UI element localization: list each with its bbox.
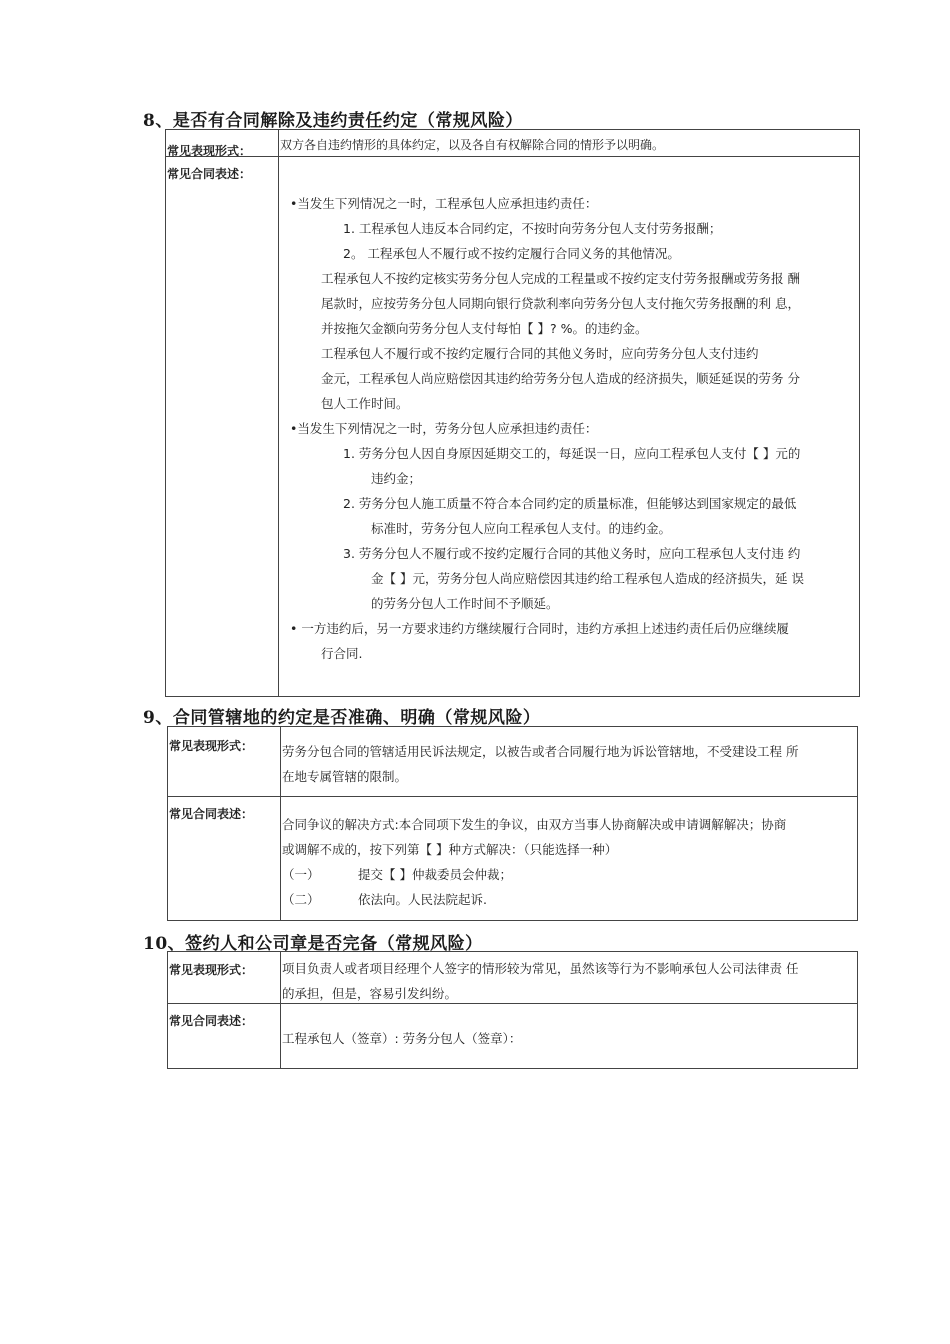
- clause-line: 3. 劳务分包人不履行或不按约定履行合同的其他义务时，应向工程承包人支付违 约: [343, 546, 801, 561]
- row-divider: [168, 1003, 857, 1004]
- form-line: 项目负责人或者项目经理个人签字的情形较为常见，虽然该等行为不影响承包人公司法律责 任: [282, 961, 799, 976]
- column-divider: [280, 727, 281, 920]
- clause-line: 的劳务分包人工作时间不予顺延。: [371, 596, 559, 611]
- section-9-table: [167, 726, 858, 921]
- form-label: 常见表现形式：: [169, 739, 254, 753]
- clause-label: 常见合同表述：: [167, 167, 252, 181]
- clause-line: 合同争议的解决方式:本合同项下发生的争议，由双方当事人协商解决或申请调解解决；协商: [282, 817, 787, 832]
- clause-line: 1. 工程承包人违反本合同约定，不按时向劳务分包人支付劳务报酬；: [343, 221, 722, 236]
- clause-line: 行合同.: [321, 646, 363, 661]
- form-label: 常见表现形式：: [169, 963, 254, 977]
- option-text: 依法向。人民法院起诉.: [358, 892, 487, 907]
- clause-line: 2。 工程承包人不履行或不按约定履行合同义务的其他情况。: [343, 246, 680, 261]
- clause-label: 常见合同表述：: [169, 807, 254, 821]
- row-divider: [168, 796, 857, 797]
- clause-line: 包人工作时间。: [321, 396, 409, 411]
- clause-line: •当发生下列情况之一时，工程承包人应承担违约责任：: [290, 196, 598, 211]
- option-text: 提交【 】仲裁委员会仲裁；: [358, 867, 512, 882]
- clause-line: 尾款时，应按劳务分包人同期向银行贷款利率向劳务分包人支付拖欠劳务报酬的利 息，: [321, 296, 800, 311]
- form-line: 在地专属管辖的限制。: [282, 769, 408, 784]
- clause-text: 工程承包人（签章）: 劳务分包人（签章）：: [282, 1031, 522, 1046]
- form-label: 常见表现形式：: [167, 144, 252, 158]
- section-8-heading: 8、是否有合同解除及违约责任约定（常规风险）: [143, 111, 523, 131]
- form-line: 劳务分包合同的管辖适用民诉法规定，以被告或者合同履行地为诉讼管辖地，不受建设工程 所: [282, 744, 799, 759]
- column-divider: [278, 130, 279, 696]
- row-divider: [166, 156, 859, 157]
- column-divider: [280, 952, 281, 1068]
- clause-line: 或调解不成的，按下列第【 】种方式解决：（只能选择一种）: [282, 842, 618, 857]
- section-10-heading: 10、签约人和公司章是否完备（常规风险）: [143, 934, 483, 954]
- clause-line: 并按拖欠金额向劳务分包人支付每怕【 】? %。的违约金。: [321, 321, 648, 336]
- section-9-heading: 9、合同管辖地的约定是否准确、明确（常规风险）: [143, 708, 541, 728]
- clause-line: 工程承包人不按约定核实劳务分包人完成的工程量或不按约定支付劳务报酬或劳务报 酬: [321, 271, 800, 286]
- option-number: （二）: [282, 892, 320, 907]
- form-line: 的承担，但是，容易引发纠纷。: [282, 986, 458, 1001]
- section-8-table: [165, 129, 860, 697]
- clause-line: •当发生下列情况之一时，劳务分包人应承担违约责任：: [290, 421, 598, 436]
- clause-line: 金【 】元，劳务分包人尚应赔偿因其违约给工程承包人造成的经济损失，延 误: [371, 571, 804, 586]
- clause-line: 标准时，劳务分包人应向工程承包人支付。的违约金。: [371, 521, 672, 536]
- form-text: 双方各自违约情形的具体约定，以及各自有权解除合同的情形予以明确。: [280, 138, 665, 152]
- clause-line: 2. 劳务分包人施工质量不符合本合同约定的质量标准，但能够达到国家规定的最低: [343, 496, 797, 511]
- clause-line: • 一方违约后，另一方要求违约方继续履行合同时，违约方承担上述违约责任后仍应继续履: [290, 621, 789, 636]
- clause-line: 金元，工程承包人尚应赔偿因其违约给劳务分包人造成的经济损失，顺延延误的劳务 分: [321, 371, 800, 386]
- option-number: （一）: [282, 867, 320, 882]
- clause-label: 常见合同表述：: [169, 1014, 254, 1028]
- section-10-table: [167, 951, 858, 1069]
- clause-line: 违约金；: [371, 471, 422, 486]
- clause-line: 工程承包人不履行或不按约定履行合同的其他义务时，应向劳务分包人支付违约: [321, 346, 759, 361]
- clause-line: 1. 劳务分包人因自身原因延期交工的，每延误一日，应向工程承包人支付【 】元的: [343, 446, 801, 461]
